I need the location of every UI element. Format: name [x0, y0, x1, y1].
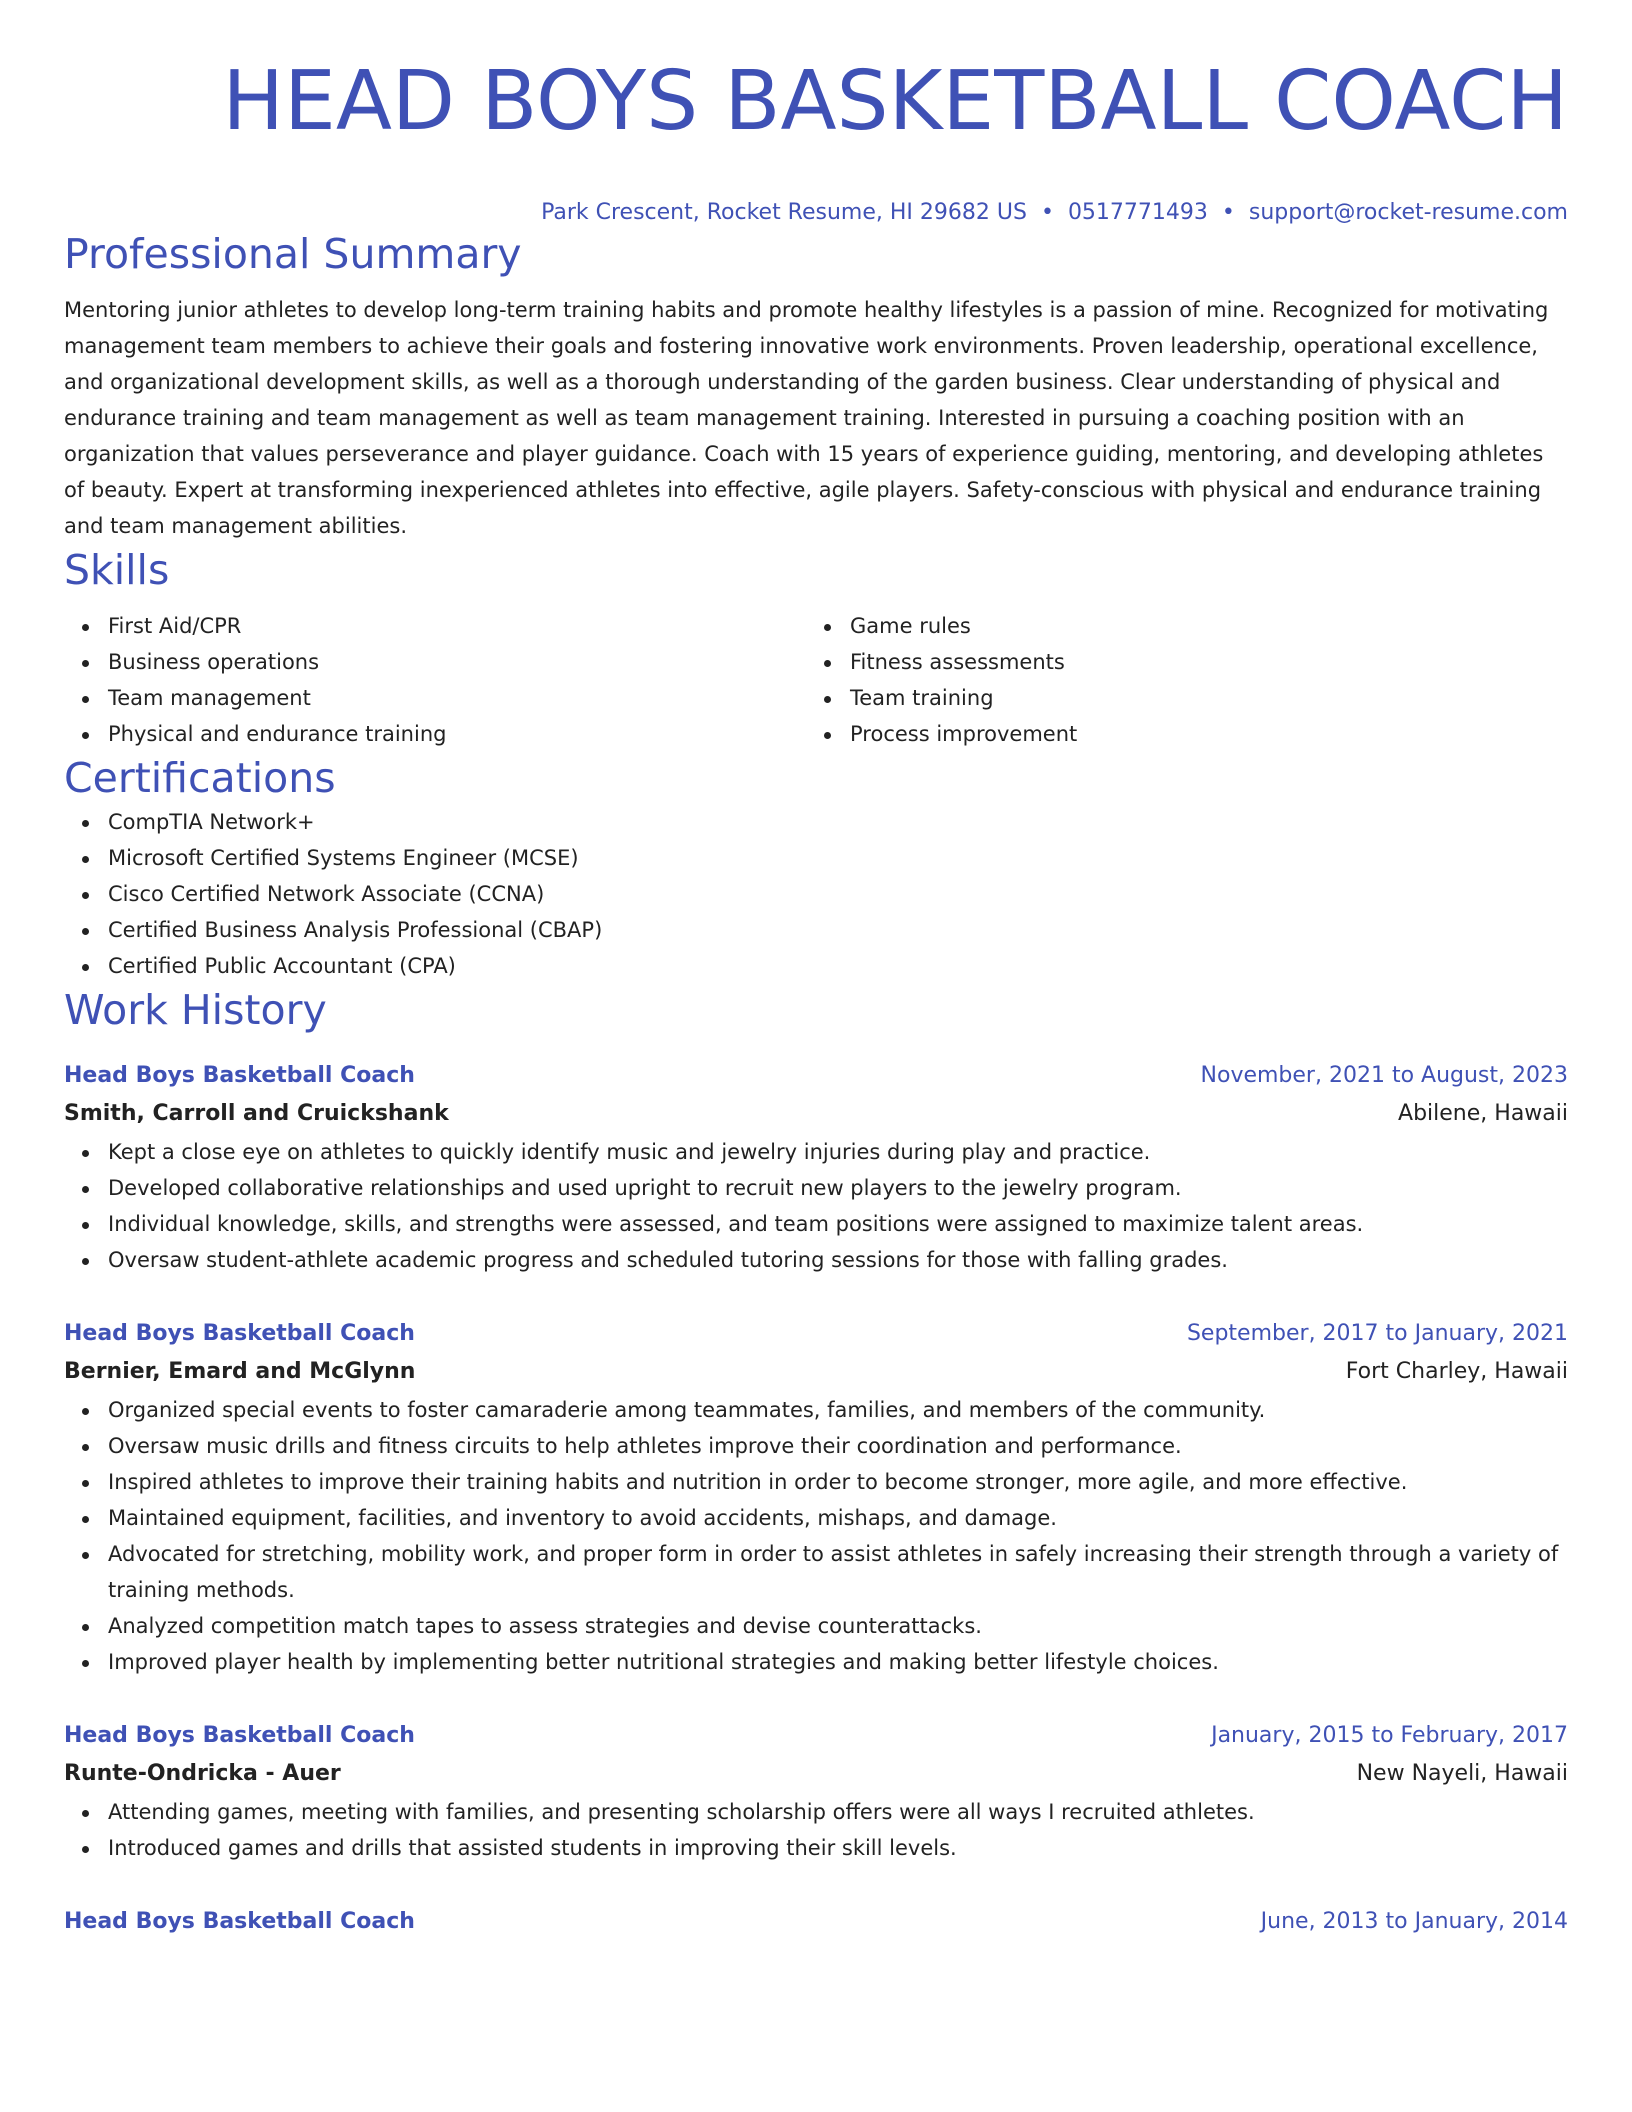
skills-list-right — [806, 608, 1548, 752]
certification-item: CompTIA Network+ — [108, 804, 1568, 840]
skill-item: Fitness assessments — [850, 644, 1548, 680]
job-dates: June, 2013 to January, 2014 — [1260, 1909, 1568, 1934]
job-bullet: Organized special events to foster camaraderie among teammates, families, and members of the community. — [108, 1392, 1568, 1428]
job-bullet: Developed collaborative relationships and used upright to recruit new players to the jewelry program. — [108, 1170, 1568, 1206]
job-bullet: Attending games, meeting with families, and presenting scholarship offers were all ways I recruited athletes. — [108, 1794, 1568, 1830]
section-heading-certifications: Certifications — [64, 754, 336, 802]
job-bullet: Individual knowledge, skills, and strengths were assessed, and team positions were assigned to maximize talent areas. — [108, 1206, 1568, 1242]
job-company-row — [64, 1754, 1568, 1794]
job-entry — [64, 1718, 1568, 1866]
job-bullet: Oversaw music drills and fitness circuits to help athletes improve their coordination and performance. — [108, 1428, 1568, 1464]
job-title-row — [64, 1904, 1568, 1940]
job-location: Abilene, Hawaii — [1398, 1101, 1568, 1126]
job-entry — [64, 1058, 1568, 1278]
job-title: Head Boys Basketball Coach — [64, 1909, 415, 1934]
job-company-row — [64, 1094, 1568, 1134]
job-bullet: Inspired athletes to improve their training habits and nutrition in order to become stronger, more agile, and more effective. — [108, 1464, 1568, 1500]
job-bullet: Analyzed competition match tapes to assess strategies and devise counterattacks. — [108, 1608, 1568, 1644]
job-dates: January, 2015 to February, 2017 — [1211, 1723, 1568, 1748]
certifications-list — [64, 804, 1568, 984]
skills-grid — [64, 608, 1568, 752]
skill-item: Business operations — [108, 644, 806, 680]
job-bullet: Introduced games and drills that assisted students in improving their skill levels. — [108, 1830, 1568, 1866]
resume-page — [64, 0, 1568, 1940]
skill-item: Physical and endurance training — [108, 716, 806, 752]
job-title: Head Boys Basketball Coach — [64, 1321, 415, 1346]
section-heading-summary: Professional Summary — [64, 230, 522, 278]
job-title-row — [64, 1058, 1568, 1094]
job-bullet: Improved player health by implementing better nutritional strategies and making better lifestyle choices. — [108, 1644, 1568, 1680]
job-title-row — [64, 1718, 1568, 1754]
job-location: New Nayeli, Hawaii — [1356, 1761, 1568, 1786]
skill-item: Team training — [850, 680, 1548, 716]
certification-item: Microsoft Certified Systems Engineer (MCSE) — [108, 840, 1568, 876]
job-title-row — [64, 1316, 1568, 1352]
job-company: Smith, Carroll and Cruickshank — [64, 1101, 449, 1126]
skills-list-left — [64, 608, 806, 752]
skills-column-right — [806, 608, 1548, 752]
job-company-row — [64, 1352, 1568, 1392]
phone: 0517771493 — [1067, 200, 1208, 225]
job-entry — [64, 1904, 1568, 1940]
job-company: Runte-Ondricka - Auer — [64, 1761, 341, 1786]
job-dates: September, 2017 to January, 2021 — [1186, 1321, 1568, 1346]
job-dates: November, 2021 to August, 2023 — [1200, 1063, 1568, 1088]
address: Park Crescent, Rocket Resume, HI 29682 US — [541, 200, 1027, 225]
skill-item: Game rules — [850, 608, 1548, 644]
job-bullet: Oversaw student-athlete academic progress and scheduled tutoring sessions for those with falling grades. — [108, 1242, 1568, 1278]
skills-column-left — [64, 608, 806, 752]
certification-item: Certified Public Accountant (CPA) — [108, 948, 1568, 984]
skill-item: First Aid/CPR — [108, 608, 806, 644]
certification-item: Cisco Certified Network Associate (CCNA) — [108, 876, 1568, 912]
resume-title: HEAD BOYS BASKETBALL COACH — [222, 54, 1568, 149]
section-heading-skills: Skills — [64, 546, 170, 594]
skill-item: Team management — [108, 680, 806, 716]
contact-line — [64, 198, 1568, 228]
job-location: Fort Charley, Hawaii — [1345, 1359, 1568, 1384]
job-bullet: Advocated for stretching, mobility work, and proper form in order to assist athletes in safely increasing their strength through a variety of training methods. — [108, 1536, 1568, 1608]
job-bullets — [64, 1134, 1568, 1278]
certification-item: Certified Business Analysis Professional (CBAP) — [108, 912, 1568, 948]
job-entry — [64, 1316, 1568, 1680]
job-bullets — [64, 1392, 1568, 1680]
job-bullet: Maintained equipment, facilities, and inventory to avoid accidents, mishaps, and damage. — [108, 1500, 1568, 1536]
job-company: Bernier, Emard and McGlynn — [64, 1359, 416, 1384]
job-bullet: Kept a close eye on athletes to quickly identify music and jewelry injuries during play and practice. — [108, 1134, 1568, 1170]
section-heading-work-history: Work History — [64, 986, 327, 1034]
skill-item: Process improvement — [850, 716, 1548, 752]
job-title: Head Boys Basketball Coach — [64, 1063, 415, 1088]
separator-dot: • — [1221, 200, 1235, 225]
separator-dot: • — [1040, 200, 1054, 225]
email-link[interactable]: support@rocket-resume.com — [1248, 200, 1568, 225]
job-title: Head Boys Basketball Coach — [64, 1723, 415, 1748]
job-bullets — [64, 1794, 1568, 1866]
summary-text: Mentoring junior athletes to develop long-term training habits and promote healthy lifestyles is a passion of mine. Recognized for motivating management team members to achieve their goals and fostering innovative work environments. Proven leadership, operational excellence, and organizational development skills, as well as a thorough understanding of the garden business. Clear understanding of physical and endurance training and team management as well as team management training. Interested in pursuing a coaching position with an organization that values perseverance and player guidance. Coach with 15 years of experience guiding, mentoring, and developing athletes of beauty. Expert at transforming inexperienced athletes into effective, agile players. Safety-conscious with physical and endurance training and team management abilities. — [64, 298, 1549, 538]
